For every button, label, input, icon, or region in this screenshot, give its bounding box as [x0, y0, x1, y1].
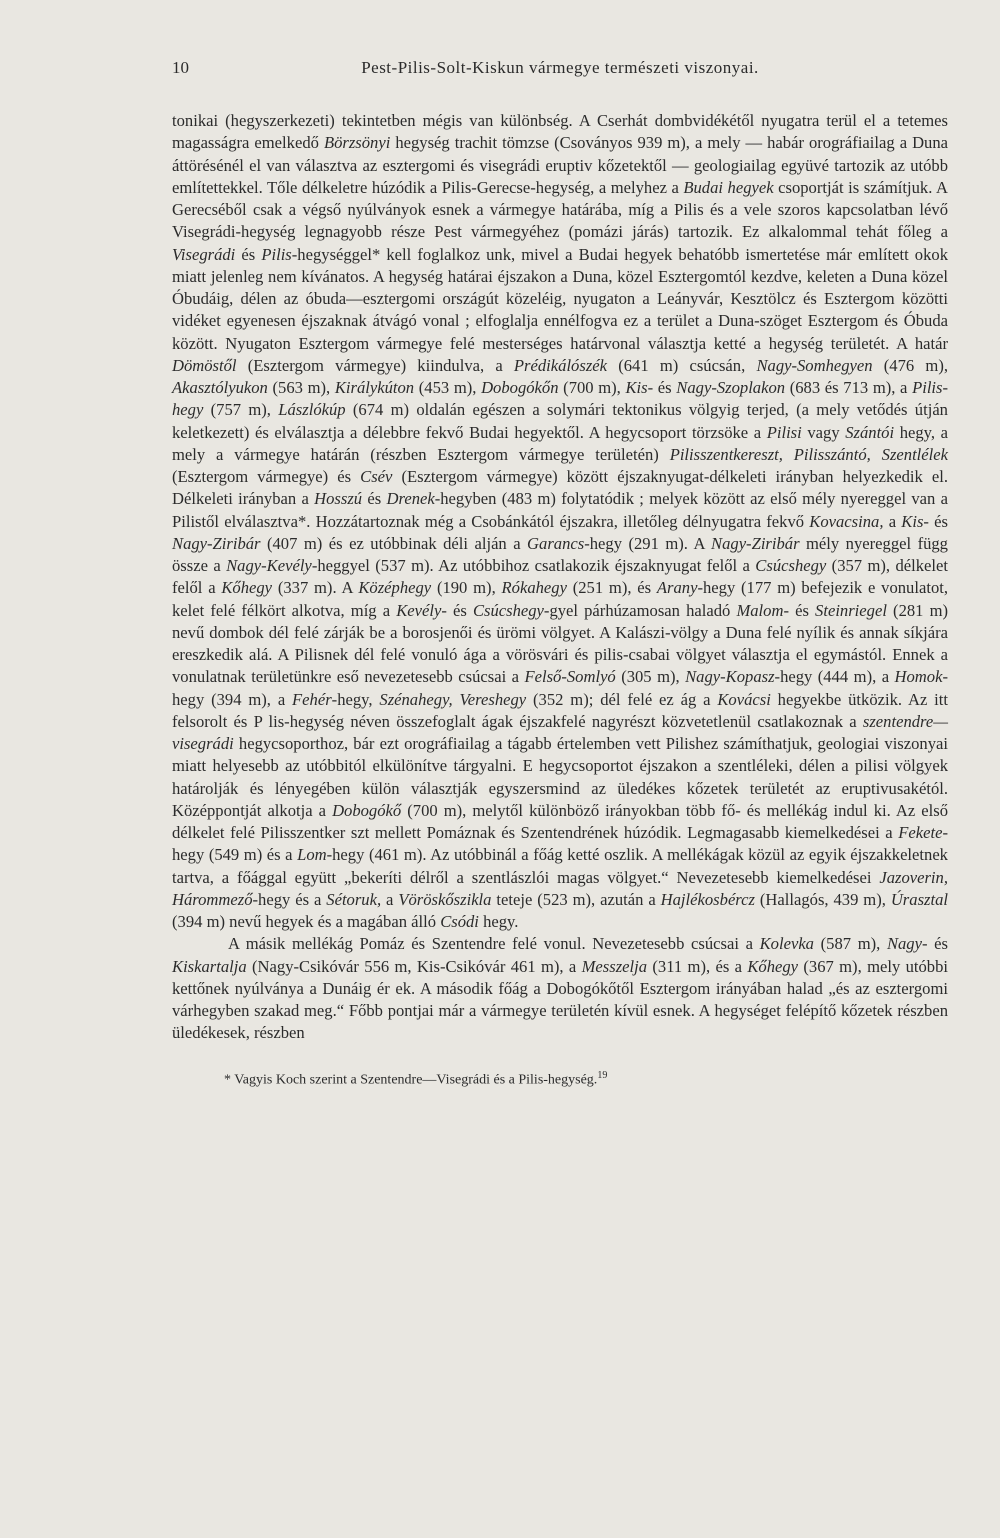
- page-header: [172, 58, 948, 88]
- italic-place-name: Arany: [656, 578, 698, 598]
- italic-place-name: Dobogókő: [332, 800, 402, 820]
- text-run: A másik mellékág Pomáz és Szentendre felé vonul. Nevezetesebb csúcsai a: [228, 934, 760, 954]
- italic-place-name: Messzelja: [581, 956, 648, 976]
- italic-place-name: Szénahegy, Vereshegy: [379, 689, 527, 709]
- text-run: (394 m) nevű hegyek és a magában álló: [172, 912, 441, 931]
- italic-place-name: Csév: [360, 467, 393, 486]
- footnote-ref: 19: [597, 1069, 608, 1081]
- text-run: -hegységgel* kell foglalkoz unk, mivel a Budai hegyek behatóbb ismertetése már említett okok miatt jelenleg nem kívánatos. A hegység határai éjszakon a Duna, közel Esztergomtól kezdve, keleten a Duna közel Óbudáig, délen az óbuda—esztergomi országút közeléig, nyugaton a Leányvár, Kesztölcz és Esztergom közötti vidéket egyenesen éjszaknak átvágó vonal ; elfoglalja ennélfogva ez a terület a Duna-szöget Esztergom és Óbuda között. Nyugaton Esztergom vármegye felé mesterséges határvonal választja ketté a hegység területét. A határ: [172, 244, 948, 353]
- text-run: és: [446, 600, 473, 620]
- text-run: vagy: [801, 422, 846, 442]
- italic-place-name: Kovacsina,: [809, 511, 884, 531]
- italic-place-name: Úrasztal: [890, 889, 948, 909]
- text-run: (Esztergom vármegye) között éjszaknyugat-délkeleti irányban helyezkedik el. Délkeleti irányban a: [172, 467, 948, 509]
- italic-place-name: Nagy-Ziribár: [172, 533, 261, 553]
- text-run: (Esztergom vármegye) és: [172, 467, 361, 486]
- text-run: (367 m), mely utóbbi kettőnek nyúlványa a Dunáig ér ek. A második főág a Dobogókőtől Esztergom irányában halad „és az esztergomi várhegyben szakad meg.“ Főbb pontjai már a vármegye területén kívül esnek. A hegységet felépítő kőzetek részben üledékesek, részben: [172, 956, 948, 1043]
- text-run: és: [362, 489, 387, 509]
- italic-place-name: Kőhegy: [221, 578, 273, 598]
- italic-place-name: Csúcshegy: [472, 600, 544, 620]
- text-run: (683 és 713 m), a: [785, 378, 913, 397]
- text-run: -hegy (549 m) és a: [172, 823, 948, 865]
- text-run: (Hallagós, 439 m),: [754, 889, 891, 909]
- italic-place-name: Szántói: [845, 422, 895, 442]
- text-run: -hegy (394 m), a: [172, 667, 948, 709]
- italic-place-name: Nagy-Kopasz: [685, 667, 775, 687]
- text-run: (Nagy-Csikóvár 556 m, Kis-Csikóvár 461 m), a: [246, 956, 582, 976]
- italic-place-name: Dömöstől: [172, 355, 237, 375]
- paragraph: [172, 110, 948, 933]
- text-run: -hegy (461 m). Az utóbbinál a főág ketté oszlik. A mellékágak közül az egyik éjszakkeletnek tartva, a főággal együtt „bekeríti délről a szentlászlói magas völgyet.“ Nevezetesebb kiemelkedései: [172, 845, 948, 887]
- italic-place-name: Pilisszentkereszt, Pilisszántó, Szentlélek: [669, 444, 949, 464]
- italic-place-name: Steinriegel: [815, 600, 887, 620]
- italic-place-name: Kis-: [901, 511, 929, 531]
- text-run: hegycsoporthoz, bár ezt orográfiailag a tágabb értelemben vett Pilishez számíthatjuk, geologiai viszonyai miatt helyesebb az utóbbitól elkülönítve tárgyalni. E hegycsoportot éjszakon a szentléleki, délen a pilisi völgyek határolják és lényegében külön választják egyszersmind az üledékes kőzetek területét az eruptivusakétól. Középpontját alkotja a: [172, 734, 948, 820]
- text-run: (407 m) és ez utóbbinak déli alján a: [260, 533, 528, 553]
- text-run: -heggyel (537 m). Az utóbbihoz csatlakozik éjszaknyugat felől a: [311, 556, 756, 575]
- text-run: -hegy (291 m). A: [584, 533, 712, 553]
- italic-place-name: Nagy-Somhegyen: [756, 355, 873, 375]
- italic-place-name: Pilis-hegy: [172, 378, 949, 420]
- text-run: (357 m), délkelet felől a: [172, 556, 948, 598]
- text-run: és: [788, 600, 816, 620]
- text-run: tonikai (hegyszerkezeti) tekintetben mégis van különbség. A Cserhát dombvidékétől nyugatra terül el a tetemes magasságra emelkedő: [172, 111, 948, 153]
- text-run: és: [653, 378, 677, 397]
- italic-place-name: Kőhegy: [747, 956, 799, 976]
- italic-place-name: Kis-: [625, 378, 654, 397]
- italic-place-name: Nagy-Ziribár: [711, 533, 800, 553]
- italic-place-name: Budai hegyek: [683, 177, 774, 197]
- italic-place-name: Rókahegy: [501, 578, 567, 598]
- text-run: mély nyereggel függ össze a: [172, 533, 948, 575]
- italic-place-name: Csúcshegy: [755, 556, 827, 575]
- italic-place-name: Felső-Somlyó: [524, 667, 616, 687]
- text-run: (641 m) csúcsán,: [607, 355, 757, 375]
- text-run: (352 m); dél felé ez ág a: [526, 689, 718, 709]
- italic-place-name: Királykúton: [334, 378, 415, 397]
- body-text: [172, 110, 948, 1045]
- text-run: -gyel párhúzamosan haladó: [543, 600, 737, 620]
- text-run: -hegy és a: [252, 889, 327, 909]
- text-run: (563 m),: [267, 378, 335, 397]
- text-run: és: [235, 244, 262, 264]
- running-title: Pest-Pilis-Solt-Kiskun vármegye természeti viszonyai.: [361, 58, 759, 77]
- italic-place-name: Jazoverin, Hárommező: [172, 867, 948, 909]
- italic-place-name: Sétoruk,: [326, 889, 382, 909]
- italic-place-name: Akasztólyukon: [172, 378, 268, 397]
- text-run: (757 m),: [203, 400, 279, 420]
- text-run: teteje (523 m), azután a: [491, 889, 661, 909]
- italic-place-name: Lászlókúp: [278, 400, 346, 420]
- italic-place-name: Pilis: [261, 244, 292, 264]
- text-run: (476 m),: [872, 355, 948, 375]
- italic-place-name: Kevély-: [396, 600, 447, 620]
- italic-place-name: Pilisi: [766, 422, 802, 442]
- footnote: [224, 1067, 948, 1090]
- text-run: hegy, a mely a vármegye határán (részben Esztergom vármegye területén): [172, 422, 948, 464]
- text-run: csoportját is számítjuk. A Gerecséből csak a végső nyúlványok esnek a vármegye határába, míg a Pilis és a vele szoros kapcsolatban lévő Visegrádi-hegység legnagyobb része Pest vármegyéhez (pomázi járás) tartozik. Ez alkalommal tehát főleg a: [172, 177, 948, 242]
- text-run: (251 m), és: [566, 578, 657, 598]
- text-run: -hegy,: [331, 689, 380, 709]
- italic-place-name: Hosszú: [314, 489, 363, 509]
- text-run: és: [927, 934, 948, 954]
- text-run: (190 m),: [431, 578, 502, 598]
- text-run: a: [883, 511, 902, 531]
- italic-place-name: Börzsönyi: [323, 133, 391, 153]
- text-run: (587 m),: [813, 934, 887, 954]
- italic-place-name: Nagy-Kevély: [226, 556, 312, 575]
- italic-place-name: Kolevka: [759, 934, 814, 954]
- italic-place-name: Lom: [297, 845, 327, 865]
- italic-place-name: Nagy-: [886, 934, 928, 954]
- text-run: (337 m). A: [272, 578, 359, 598]
- italic-place-name: Fehér: [292, 689, 332, 709]
- italic-place-name: Fekete: [898, 823, 943, 842]
- text-run: a: [381, 889, 399, 909]
- page-number: 10: [172, 58, 189, 77]
- text-run: (674 m) oldalán egészen a solymári tektonikus völgyig terjed, (a mely vetődés útján keletkezett) és elválasztja a délebbre fekvő Budai hegyektől. A hegycsoport törzsöke a: [172, 400, 948, 442]
- paragraph: [172, 933, 948, 1044]
- italic-place-name: Homok: [894, 667, 943, 687]
- text-run: -hegy (177 m) befejezik e vonulatot, kelet felé félkört alkotva, míg a: [172, 578, 948, 620]
- italic-place-name: Garancs: [527, 533, 585, 553]
- text-run: (Esztergom vármegye) kiindulva, a: [236, 355, 514, 375]
- text-run: (700 m), melytől különböző irányokban több fő- és mellékág indul ki. Az első délkelet felé Pilisszentker szt mellett Pomáznak és Szentendrének húzódik. Legmagasabb kiemelkedései a: [172, 800, 949, 842]
- text-run: és: [928, 511, 948, 531]
- italic-place-name: Dobogókőn: [481, 378, 559, 397]
- footnote-text: * Vagyis Koch szerint a Szentendre—Visegrádi és a Pilis-hegység.: [224, 1072, 598, 1088]
- text-run: (311 m), és a: [647, 956, 748, 976]
- text-run: hegyekbe ütközik. Az itt felsorolt és P lis-hegység néven összefoglalt ágak éjszakfelé nagyrészt közvetetlenül csatlakoznak a: [172, 689, 949, 731]
- italic-place-name: Nagy-Szoplakon: [676, 378, 786, 397]
- italic-place-name: Drenek: [386, 489, 435, 509]
- text-run: (453 m),: [414, 378, 482, 397]
- italic-place-name: Visegrádi: [172, 244, 236, 264]
- text-run: (700 m),: [558, 378, 626, 397]
- italic-place-name: Malom-: [736, 600, 789, 620]
- text-run: -hegyben (483 m) folytatódik ; melyek között az első mély nyereggel van a Pilistől elválasztva*. Hozzátartoznak még a Csobánkától éjszakra, illetőleg délnyugatra fekvő: [172, 489, 948, 531]
- italic-place-name: Csódi: [440, 912, 479, 931]
- text-run: (281 m) nevű dombok dél felé zárják be a borosjenői és ürömi völgyet. A Kalászi-völgy a Duna felé nyílik és annak síkjára ereszkedik alá. A Pilisnek dél felé vonuló ága a vörösvári és pilis-csabai völgyet választja el egymástól. Ennek a vonulatnak területünkre eső nevezetesebb csúcsai a: [172, 600, 949, 687]
- italic-place-name: Hajlékosbércz: [660, 889, 755, 909]
- italic-place-name: szentendre—visegrádi: [172, 711, 948, 753]
- text-run: -hegy (444 m), a: [774, 667, 895, 687]
- italic-place-name: Középhegy: [358, 578, 432, 598]
- text-run: hegység trachit tömzse (Csoványos 939 m), a mely — habár orográfiailag a Duna áttörésénél el van választva az esztergomi és visegrádi eruptiv kőzetektől — geologiailag együvé tartozik az utóbb említettekkel. Tőle délkeletre húzódik a Pilis-Gerecse-hegység, a melyhez a: [172, 133, 949, 197]
- italic-place-name: Vöröskőszikla: [398, 889, 492, 909]
- text-run: (305 m),: [615, 667, 686, 687]
- italic-place-name: Kovácsi: [717, 689, 771, 709]
- italic-place-name: Prédikálószék: [513, 355, 608, 375]
- text-run: hegy.: [478, 912, 519, 931]
- italic-place-name: Kiskartalja: [172, 956, 247, 976]
